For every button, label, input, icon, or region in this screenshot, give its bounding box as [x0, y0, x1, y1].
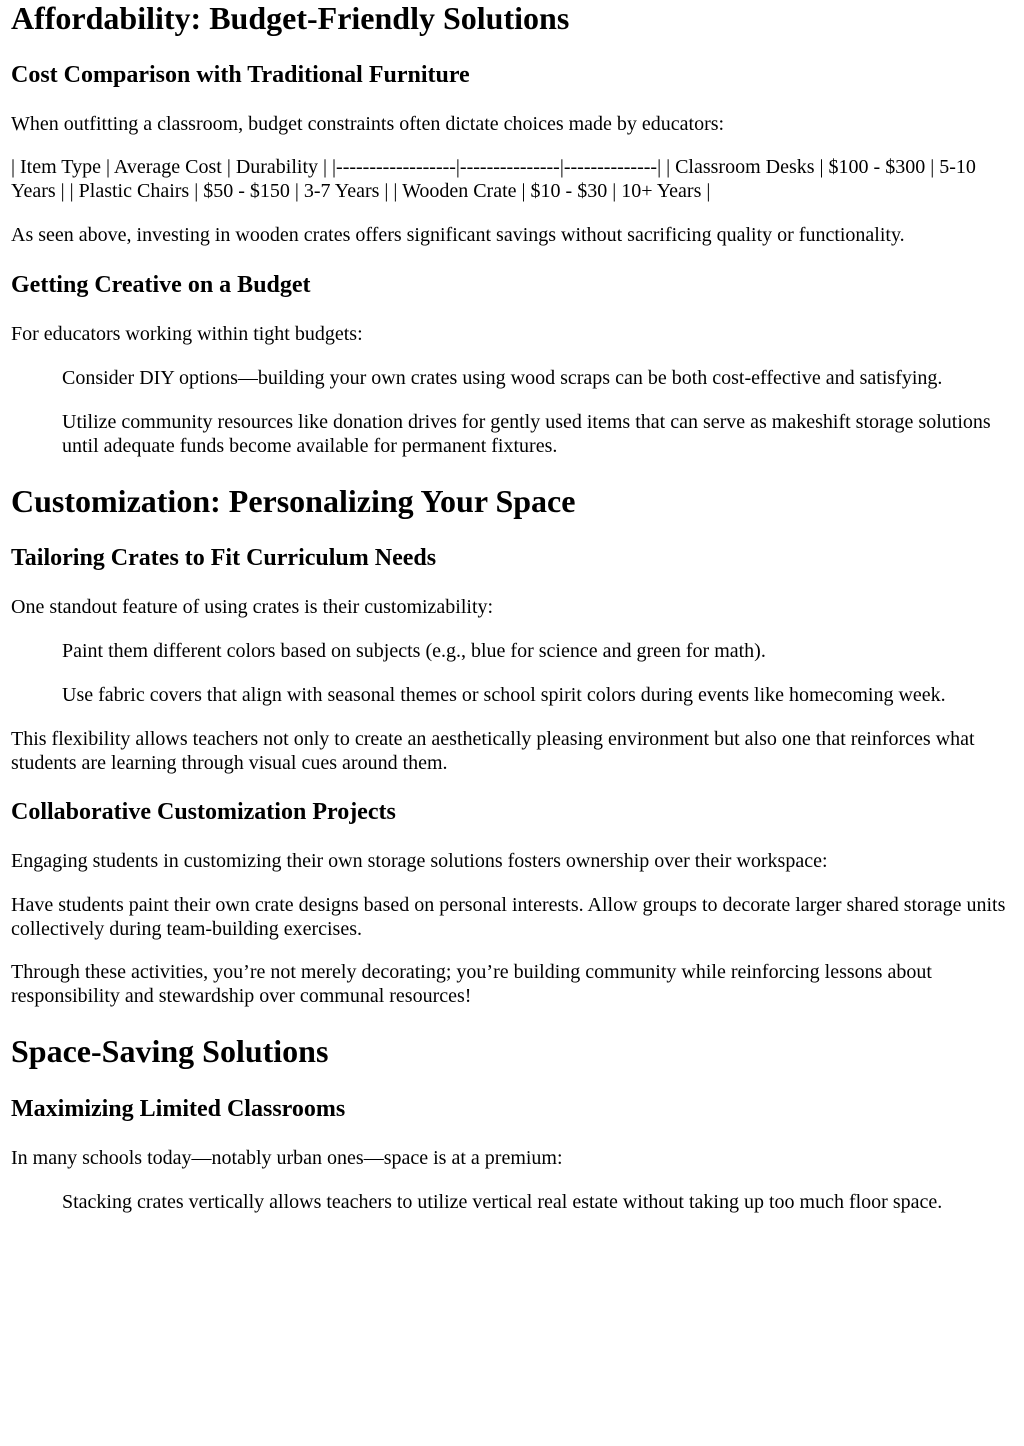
list-item-diy: Consider DIY options—building your own crates using wood scraps can be both cost-effective and satisfying.	[62, 367, 943, 389]
paragraph-space-intro: In many schools today—notably urban ones—space is at a premium:	[11, 1147, 563, 1169]
list-item-community: Utilize community resources like donation drives for gently used items that can serve as makeshift storage solutions until adequate funds become available for permanent fixtures.	[62, 411, 991, 457]
subheading-collaborative: Collaborative Customization Projects	[11, 799, 396, 825]
paragraph-collab-body: Have students paint their own crate designs based on personal interests. Allow groups to decorate larger shared storage units collectively during team-building exercises.	[11, 894, 1006, 940]
paragraph-budget-intro: For educators working within tight budgets:	[11, 323, 363, 345]
paragraph-cost-table: | Item Type | Average Cost | Durability | |------------------|---------------|--------------| | Classroom Desks | $100 - $300 | 5-10 Years | | Plastic Chairs | $50 - $150 | 3-7 Years | | Wooden Crate | $10 - $30 | 10+ Years |	[11, 156, 976, 202]
subheading-tailoring: Tailoring Crates to Fit Curriculum Needs	[11, 545, 437, 571]
list-item-paint: Paint them different colors based on subjects (e.g., blue for science and green for math).	[62, 640, 766, 662]
section-heading-affordability: Affordability: Budget-Friendly Solutions	[11, 0, 570, 36]
subheading-maximizing: Maximizing Limited Classrooms	[11, 1096, 346, 1122]
list-item-stacking: Stacking crates vertically allows teachers to utilize vertical real estate without taking up too much floor space.	[62, 1191, 943, 1213]
paragraph-collab-intro: Engaging students in customizing their own storage solutions fosters ownership over their workspace:	[11, 850, 828, 872]
subheading-cost-comparison: Cost Comparison with Traditional Furniture	[11, 62, 470, 88]
paragraph-flexibility: This flexibility allows teachers not only to create an aesthetically pleasing environment but also one that reinforces what students are learning through visual cues around them.	[11, 728, 975, 774]
list-item-fabric: Use fabric covers that align with seasonal themes or school spirit colors during events like homecoming week.	[62, 684, 946, 706]
paragraph-custom-intro: One standout feature of using crates is their customizability:	[11, 596, 494, 618]
section-heading-space-saving: Space-Saving Solutions	[11, 1033, 329, 1069]
paragraph-cost-intro: When outfitting a classroom, budget constraints often dictate choices made by educators:	[11, 113, 725, 135]
paragraph-collab-conclusion: Through these activities, you’re not merely decorating; you’re building community while reinforcing lessons about responsibility and stewardship over communal resources!	[11, 961, 932, 1007]
section-heading-customization: Customization: Personalizing Your Space	[11, 483, 576, 519]
subheading-creative-budget: Getting Creative on a Budget	[11, 272, 311, 298]
paragraph-cost-conclusion: As seen above, investing in wooden crates offers significant savings without sacrificing quality or functionality.	[11, 224, 905, 246]
